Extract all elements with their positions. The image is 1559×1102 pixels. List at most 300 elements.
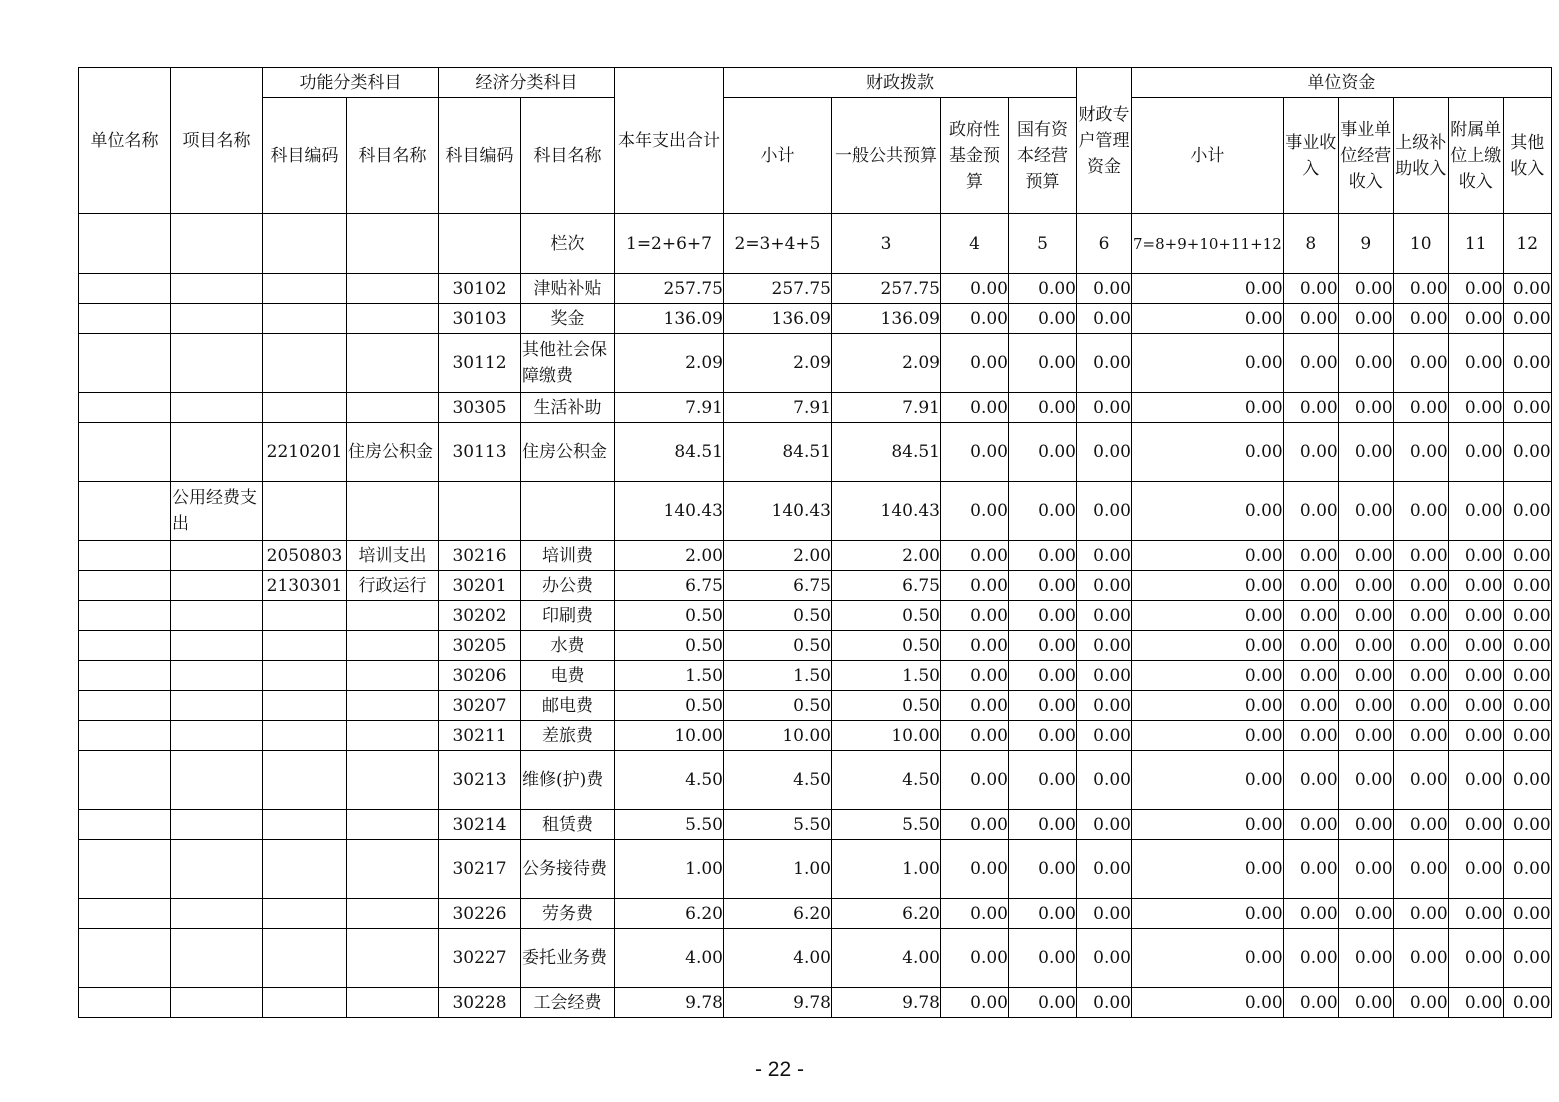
amount-cell-col-12: 0.00 bbox=[1503, 334, 1551, 393]
amount-cell-col-3: 7.91 bbox=[832, 393, 941, 423]
amount-cell-col-8: 0.00 bbox=[1283, 691, 1338, 721]
amount-cell-col-3: 6.20 bbox=[832, 899, 941, 929]
project-name-cell bbox=[171, 899, 263, 929]
amount-cell-col-2: 2.09 bbox=[724, 334, 832, 393]
project-name-cell bbox=[171, 304, 263, 334]
amount-cell-col-6: 0.00 bbox=[1077, 571, 1132, 601]
function-code-cell bbox=[263, 601, 347, 631]
project-name-cell bbox=[171, 601, 263, 631]
function-name-cell bbox=[347, 482, 439, 541]
economic-name-cell: 培训费 bbox=[521, 541, 615, 571]
table-row bbox=[79, 691, 1552, 721]
amount-cell-col-5: 0.00 bbox=[1009, 423, 1077, 482]
economic-code-cell: 30102 bbox=[439, 274, 521, 304]
function-name-cell bbox=[347, 691, 439, 721]
amount-cell-col-11: 0.00 bbox=[1448, 274, 1503, 304]
amount-cell-col-7: 0.00 bbox=[1132, 631, 1284, 661]
function-code-cell bbox=[263, 899, 347, 929]
economic-name-cell: 生活补助 bbox=[521, 393, 615, 423]
amount-cell-col-10: 0.00 bbox=[1393, 691, 1448, 721]
amount-cell-col-1: 9.78 bbox=[615, 988, 724, 1018]
unit-name-cell bbox=[79, 482, 171, 541]
amount-cell-col-11: 0.00 bbox=[1448, 691, 1503, 721]
amount-cell-col-11: 0.00 bbox=[1448, 661, 1503, 691]
index-col-3: 3 bbox=[832, 214, 941, 274]
function-code-cell bbox=[263, 274, 347, 304]
amount-cell-col-11: 0.00 bbox=[1448, 988, 1503, 1018]
economic-name-cell: 差旅费 bbox=[521, 721, 615, 751]
amount-cell-col-1: 6.20 bbox=[615, 899, 724, 929]
amount-cell-col-8: 0.00 bbox=[1283, 661, 1338, 691]
header-special-fund: 财政专户管理资金 bbox=[1077, 68, 1132, 214]
amount-cell-col-3: 6.75 bbox=[832, 571, 941, 601]
project-name-cell bbox=[171, 810, 263, 840]
amount-cell-col-10: 0.00 bbox=[1393, 274, 1448, 304]
amount-cell-col-9: 0.00 bbox=[1338, 661, 1393, 691]
economic-name-cell: 津贴补贴 bbox=[521, 274, 615, 304]
amount-cell-col-12: 0.00 bbox=[1503, 751, 1551, 810]
economic-name-cell: 邮电费 bbox=[521, 691, 615, 721]
index-col-1: 1=2+6+7 bbox=[615, 214, 724, 274]
amount-cell-col-2: 9.78 bbox=[724, 988, 832, 1018]
amount-cell-col-1: 0.50 bbox=[615, 601, 724, 631]
amount-cell-col-5: 0.00 bbox=[1009, 691, 1077, 721]
unit-name-cell bbox=[79, 899, 171, 929]
unit-name-cell bbox=[79, 810, 171, 840]
amount-cell-col-4: 0.00 bbox=[941, 929, 1009, 988]
unit-name-cell bbox=[79, 631, 171, 661]
amount-cell-col-6: 0.00 bbox=[1077, 423, 1132, 482]
amount-cell-col-7: 0.00 bbox=[1132, 721, 1284, 751]
amount-cell-col-6: 0.00 bbox=[1077, 899, 1132, 929]
unit-name-cell bbox=[79, 929, 171, 988]
table-row bbox=[79, 661, 1552, 691]
amount-cell-col-3: 140.43 bbox=[832, 482, 941, 541]
amount-cell-col-2: 136.09 bbox=[724, 304, 832, 334]
table-row bbox=[79, 631, 1552, 661]
index-blank bbox=[79, 214, 171, 274]
amount-cell-col-8: 0.00 bbox=[1283, 274, 1338, 304]
header-econ-code: 科目编码 bbox=[439, 98, 521, 214]
amount-cell-col-1: 84.51 bbox=[615, 423, 724, 482]
amount-cell-col-11: 0.00 bbox=[1448, 601, 1503, 631]
header-business-income: 事业收入 bbox=[1283, 98, 1338, 214]
unit-name-cell bbox=[79, 988, 171, 1018]
amount-cell-col-10: 0.00 bbox=[1393, 482, 1448, 541]
economic-code-cell: 30214 bbox=[439, 810, 521, 840]
header-function-group: 功能分类科目 bbox=[263, 68, 439, 98]
amount-cell-col-9: 0.00 bbox=[1338, 929, 1393, 988]
index-blank bbox=[439, 214, 521, 274]
amount-cell-col-10: 0.00 bbox=[1393, 334, 1448, 393]
table-row bbox=[79, 840, 1552, 899]
economic-code-cell: 30213 bbox=[439, 751, 521, 810]
amount-cell-col-6: 0.00 bbox=[1077, 840, 1132, 899]
amount-cell-col-1: 10.00 bbox=[615, 721, 724, 751]
amount-cell-col-9: 0.00 bbox=[1338, 304, 1393, 334]
unit-name-cell bbox=[79, 274, 171, 304]
amount-cell-col-1: 5.50 bbox=[615, 810, 724, 840]
amount-cell-col-2: 7.91 bbox=[724, 393, 832, 423]
amount-cell-col-12: 0.00 bbox=[1503, 661, 1551, 691]
function-name-cell bbox=[347, 929, 439, 988]
amount-cell-col-8: 0.00 bbox=[1283, 541, 1338, 571]
amount-cell-col-11: 0.00 bbox=[1448, 631, 1503, 661]
amount-cell-col-7: 0.00 bbox=[1132, 751, 1284, 810]
amount-cell-col-4: 0.00 bbox=[941, 631, 1009, 661]
amount-cell-col-10: 0.00 bbox=[1393, 423, 1448, 482]
table-row bbox=[79, 988, 1552, 1018]
amount-cell-col-12: 0.00 bbox=[1503, 601, 1551, 631]
amount-cell-col-6: 0.00 bbox=[1077, 601, 1132, 631]
amount-cell-col-11: 0.00 bbox=[1448, 334, 1503, 393]
header-superior-subsidy: 上级补助收入 bbox=[1393, 98, 1448, 214]
amount-cell-col-4: 0.00 bbox=[941, 899, 1009, 929]
function-name-cell bbox=[347, 721, 439, 751]
amount-cell-col-10: 0.00 bbox=[1393, 899, 1448, 929]
amount-cell-col-4: 0.00 bbox=[941, 661, 1009, 691]
function-code-cell bbox=[263, 751, 347, 810]
amount-cell-col-11: 0.00 bbox=[1448, 541, 1503, 571]
amount-cell-col-8: 0.00 bbox=[1283, 751, 1338, 810]
amount-cell-col-9: 0.00 bbox=[1338, 393, 1393, 423]
amount-cell-col-5: 0.00 bbox=[1009, 751, 1077, 810]
amount-cell-col-5: 0.00 bbox=[1009, 988, 1077, 1018]
amount-cell-col-10: 0.00 bbox=[1393, 571, 1448, 601]
amount-cell-col-6: 0.00 bbox=[1077, 482, 1132, 541]
table-row bbox=[79, 601, 1552, 631]
amount-cell-col-11: 0.00 bbox=[1448, 721, 1503, 751]
unit-name-cell bbox=[79, 541, 171, 571]
amount-cell-col-4: 0.00 bbox=[941, 423, 1009, 482]
index-blank bbox=[347, 214, 439, 274]
index-blank bbox=[171, 214, 263, 274]
amount-cell-col-5: 0.00 bbox=[1009, 393, 1077, 423]
amount-cell-col-7: 0.00 bbox=[1132, 840, 1284, 899]
project-name-cell bbox=[171, 661, 263, 691]
function-name-cell bbox=[347, 661, 439, 691]
amount-cell-col-6: 0.00 bbox=[1077, 751, 1132, 810]
amount-cell-col-4: 0.00 bbox=[941, 988, 1009, 1018]
amount-cell-col-7: 0.00 bbox=[1132, 304, 1284, 334]
amount-cell-col-4: 0.00 bbox=[941, 393, 1009, 423]
amount-cell-col-10: 0.00 bbox=[1393, 304, 1448, 334]
amount-cell-col-4: 0.00 bbox=[941, 571, 1009, 601]
unit-name-cell bbox=[79, 334, 171, 393]
function-code-cell bbox=[263, 988, 347, 1018]
function-code-cell bbox=[263, 661, 347, 691]
unit-name-cell bbox=[79, 304, 171, 334]
amount-cell-col-2: 2.00 bbox=[724, 541, 832, 571]
amount-cell-col-8: 0.00 bbox=[1283, 571, 1338, 601]
unit-name-cell bbox=[79, 571, 171, 601]
economic-code-cell: 30207 bbox=[439, 691, 521, 721]
economic-name-cell: 工会经费 bbox=[521, 988, 615, 1018]
economic-name-cell: 印刷费 bbox=[521, 601, 615, 631]
amount-cell-col-1: 0.50 bbox=[615, 691, 724, 721]
amount-cell-col-7: 0.00 bbox=[1132, 601, 1284, 631]
amount-cell-col-3: 257.75 bbox=[832, 274, 941, 304]
unit-name-cell bbox=[79, 751, 171, 810]
amount-cell-col-3: 4.50 bbox=[832, 751, 941, 810]
table-row bbox=[79, 571, 1552, 601]
amount-cell-col-10: 0.00 bbox=[1393, 751, 1448, 810]
economic-code-cell bbox=[439, 482, 521, 541]
amount-cell-col-7: 0.00 bbox=[1132, 691, 1284, 721]
amount-cell-col-5: 0.00 bbox=[1009, 482, 1077, 541]
unit-name-cell bbox=[79, 661, 171, 691]
function-name-cell bbox=[347, 810, 439, 840]
economic-name-cell: 住房公积金 bbox=[521, 423, 615, 482]
table-row bbox=[79, 751, 1552, 810]
amount-cell-col-10: 0.00 bbox=[1393, 601, 1448, 631]
amount-cell-col-1: 136.09 bbox=[615, 304, 724, 334]
amount-cell-col-7: 0.00 bbox=[1132, 334, 1284, 393]
amount-cell-col-3: 1.50 bbox=[832, 661, 941, 691]
amount-cell-col-10: 0.00 bbox=[1393, 840, 1448, 899]
economic-code-cell: 30226 bbox=[439, 899, 521, 929]
amount-cell-col-7: 0.00 bbox=[1132, 482, 1284, 541]
function-code-cell bbox=[263, 929, 347, 988]
economic-name-cell: 其他社会保障缴费 bbox=[521, 334, 615, 393]
amount-cell-col-6: 0.00 bbox=[1077, 274, 1132, 304]
amount-cell-col-1: 4.50 bbox=[615, 751, 724, 810]
economic-name-cell: 租赁费 bbox=[521, 810, 615, 840]
amount-cell-col-10: 0.00 bbox=[1393, 393, 1448, 423]
amount-cell-col-1: 0.50 bbox=[615, 631, 724, 661]
amount-cell-col-7: 0.00 bbox=[1132, 571, 1284, 601]
amount-cell-col-7: 0.00 bbox=[1132, 423, 1284, 482]
table-row bbox=[79, 423, 1552, 482]
economic-name-cell: 公务接待费 bbox=[521, 840, 615, 899]
amount-cell-col-5: 0.00 bbox=[1009, 899, 1077, 929]
amount-cell-col-9: 0.00 bbox=[1338, 601, 1393, 631]
header-func-code: 科目编码 bbox=[263, 98, 347, 214]
amount-cell-col-5: 0.00 bbox=[1009, 304, 1077, 334]
amount-cell-col-7: 0.00 bbox=[1132, 661, 1284, 691]
amount-cell-col-2: 5.50 bbox=[724, 810, 832, 840]
project-name-cell bbox=[171, 721, 263, 751]
amount-cell-col-3: 0.50 bbox=[832, 601, 941, 631]
amount-cell-col-8: 0.00 bbox=[1283, 601, 1338, 631]
amount-cell-col-9: 0.00 bbox=[1338, 541, 1393, 571]
amount-cell-col-5: 0.00 bbox=[1009, 929, 1077, 988]
economic-name-cell: 奖金 bbox=[521, 304, 615, 334]
index-col-4: 4 bbox=[941, 214, 1009, 274]
amount-cell-col-4: 0.00 bbox=[941, 721, 1009, 751]
table-body bbox=[79, 274, 1552, 1018]
unit-name-cell bbox=[79, 691, 171, 721]
function-name-cell bbox=[347, 631, 439, 661]
amount-cell-col-8: 0.00 bbox=[1283, 423, 1338, 482]
amount-cell-col-3: 0.50 bbox=[832, 631, 941, 661]
table-row bbox=[79, 304, 1552, 334]
amount-cell-col-6: 0.00 bbox=[1077, 661, 1132, 691]
amount-cell-col-11: 0.00 bbox=[1448, 929, 1503, 988]
amount-cell-col-1: 1.00 bbox=[615, 840, 724, 899]
unit-name-cell bbox=[79, 721, 171, 751]
amount-cell-col-11: 0.00 bbox=[1448, 482, 1503, 541]
economic-code-cell: 30206 bbox=[439, 661, 521, 691]
amount-cell-col-10: 0.00 bbox=[1393, 661, 1448, 691]
amount-cell-col-4: 0.00 bbox=[941, 691, 1009, 721]
amount-cell-col-6: 0.00 bbox=[1077, 631, 1132, 661]
amount-cell-col-5: 0.00 bbox=[1009, 810, 1077, 840]
amount-cell-col-4: 0.00 bbox=[941, 601, 1009, 631]
amount-cell-col-8: 0.00 bbox=[1283, 929, 1338, 988]
economic-name-cell: 电费 bbox=[521, 661, 615, 691]
amount-cell-col-6: 0.00 bbox=[1077, 929, 1132, 988]
economic-name-cell: 水费 bbox=[521, 631, 615, 661]
economic-code-cell: 30227 bbox=[439, 929, 521, 988]
amount-cell-col-8: 0.00 bbox=[1283, 899, 1338, 929]
economic-code-cell: 30305 bbox=[439, 393, 521, 423]
amount-cell-col-6: 0.00 bbox=[1077, 541, 1132, 571]
table-row bbox=[79, 274, 1552, 304]
page-number: - 22 - bbox=[754, 1058, 804, 1081]
amount-cell-col-9: 0.00 bbox=[1338, 691, 1393, 721]
economic-name-cell: 劳务费 bbox=[521, 899, 615, 929]
amount-cell-col-9: 0.00 bbox=[1338, 482, 1393, 541]
amount-cell-col-7: 0.00 bbox=[1132, 988, 1284, 1018]
header-other-income: 其他收入 bbox=[1503, 98, 1551, 214]
project-name-cell bbox=[171, 423, 263, 482]
amount-cell-col-1: 4.00 bbox=[615, 929, 724, 988]
index-col-8: 8 bbox=[1283, 214, 1338, 274]
function-name-cell bbox=[347, 988, 439, 1018]
project-name-cell bbox=[171, 840, 263, 899]
amount-cell-col-6: 0.00 bbox=[1077, 721, 1132, 751]
table-row bbox=[79, 899, 1552, 929]
table-row bbox=[79, 810, 1552, 840]
economic-name-cell bbox=[521, 482, 615, 541]
amount-cell-col-11: 0.00 bbox=[1448, 423, 1503, 482]
function-name-cell bbox=[347, 601, 439, 631]
index-label: 栏次 bbox=[521, 214, 615, 274]
amount-cell-col-3: 5.50 bbox=[832, 810, 941, 840]
budget-table bbox=[78, 67, 1552, 1018]
amount-cell-col-7: 0.00 bbox=[1132, 899, 1284, 929]
economic-code-cell: 30202 bbox=[439, 601, 521, 631]
index-col-10: 10 bbox=[1393, 214, 1448, 274]
amount-cell-col-6: 0.00 bbox=[1077, 334, 1132, 393]
amount-cell-col-10: 0.00 bbox=[1393, 929, 1448, 988]
header-general-budget: 一般公共预算 bbox=[832, 98, 941, 214]
amount-cell-col-9: 0.00 bbox=[1338, 810, 1393, 840]
amount-cell-col-4: 0.00 bbox=[941, 840, 1009, 899]
function-name-cell: 行政运行 bbox=[347, 571, 439, 601]
function-name-cell bbox=[347, 304, 439, 334]
amount-cell-col-12: 0.00 bbox=[1503, 840, 1551, 899]
function-name-cell bbox=[347, 393, 439, 423]
amount-cell-col-10: 0.00 bbox=[1393, 541, 1448, 571]
index-col-6: 6 bbox=[1077, 214, 1132, 274]
header-unit-fund-group: 单位资金 bbox=[1132, 68, 1552, 98]
economic-name-cell: 维修(护)费 bbox=[521, 751, 615, 810]
amount-cell-col-12: 0.00 bbox=[1503, 899, 1551, 929]
function-code-cell bbox=[263, 691, 347, 721]
economic-name-cell: 办公费 bbox=[521, 571, 615, 601]
amount-cell-col-12: 0.00 bbox=[1503, 721, 1551, 751]
amount-cell-col-1: 257.75 bbox=[615, 274, 724, 304]
economic-code-cell: 30217 bbox=[439, 840, 521, 899]
amount-cell-col-8: 0.00 bbox=[1283, 393, 1338, 423]
amount-cell-col-2: 4.00 bbox=[724, 929, 832, 988]
economic-code-cell: 30205 bbox=[439, 631, 521, 661]
amount-cell-col-2: 0.50 bbox=[724, 691, 832, 721]
amount-cell-col-11: 0.00 bbox=[1448, 393, 1503, 423]
amount-cell-col-2: 140.43 bbox=[724, 482, 832, 541]
amount-cell-col-11: 0.00 bbox=[1448, 899, 1503, 929]
amount-cell-col-3: 0.50 bbox=[832, 691, 941, 721]
amount-cell-col-11: 0.00 bbox=[1448, 840, 1503, 899]
amount-cell-col-4: 0.00 bbox=[941, 304, 1009, 334]
table-row bbox=[79, 334, 1552, 393]
function-code-cell bbox=[263, 810, 347, 840]
economic-name-cell: 委托业务费 bbox=[521, 929, 615, 988]
amount-cell-col-8: 0.00 bbox=[1283, 721, 1338, 751]
amount-cell-col-3: 4.00 bbox=[832, 929, 941, 988]
function-name-cell bbox=[347, 899, 439, 929]
function-code-cell: 2210201 bbox=[263, 423, 347, 482]
index-blank bbox=[263, 214, 347, 274]
header-fiscal-subtotal: 小计 bbox=[724, 98, 832, 214]
amount-cell-col-12: 0.00 bbox=[1503, 929, 1551, 988]
project-name-cell bbox=[171, 631, 263, 661]
function-name-cell bbox=[347, 840, 439, 899]
amount-cell-col-9: 0.00 bbox=[1338, 840, 1393, 899]
amount-cell-col-7: 0.00 bbox=[1132, 393, 1284, 423]
project-name-cell bbox=[171, 988, 263, 1018]
amount-cell-col-11: 0.00 bbox=[1448, 304, 1503, 334]
amount-cell-col-4: 0.00 bbox=[941, 541, 1009, 571]
project-name-cell bbox=[171, 929, 263, 988]
table-row bbox=[79, 482, 1552, 541]
index-col-11: 11 bbox=[1448, 214, 1503, 274]
project-name-cell bbox=[171, 541, 263, 571]
amount-cell-col-11: 0.00 bbox=[1448, 751, 1503, 810]
table-row bbox=[79, 721, 1552, 751]
amount-cell-col-10: 0.00 bbox=[1393, 810, 1448, 840]
amount-cell-col-6: 0.00 bbox=[1077, 304, 1132, 334]
header-economic-group: 经济分类科目 bbox=[439, 68, 615, 98]
header-affiliated-income: 附属单位上缴收入 bbox=[1448, 98, 1503, 214]
economic-code-cell: 30103 bbox=[439, 304, 521, 334]
index-col-7: 7=8+9+10+11+12 bbox=[1132, 214, 1284, 274]
amount-cell-col-8: 0.00 bbox=[1283, 631, 1338, 661]
amount-cell-col-3: 1.00 bbox=[832, 840, 941, 899]
amount-cell-col-5: 0.00 bbox=[1009, 571, 1077, 601]
project-name-cell bbox=[171, 393, 263, 423]
amount-cell-col-2: 6.75 bbox=[724, 571, 832, 601]
amount-cell-col-2: 84.51 bbox=[724, 423, 832, 482]
amount-cell-col-7: 0.00 bbox=[1132, 810, 1284, 840]
amount-cell-col-12: 0.00 bbox=[1503, 571, 1551, 601]
header-row-2 bbox=[79, 98, 1552, 214]
header-unit-name: 单位名称 bbox=[79, 68, 171, 214]
function-code-cell bbox=[263, 393, 347, 423]
amount-cell-col-2: 1.50 bbox=[724, 661, 832, 691]
amount-cell-col-10: 0.00 bbox=[1393, 631, 1448, 661]
amount-cell-col-9: 0.00 bbox=[1338, 988, 1393, 1018]
header-func-name: 科目名称 bbox=[347, 98, 439, 214]
amount-cell-col-8: 0.00 bbox=[1283, 334, 1338, 393]
header-project-name: 项目名称 bbox=[171, 68, 263, 214]
economic-code-cell: 30113 bbox=[439, 423, 521, 482]
amount-cell-col-5: 0.00 bbox=[1009, 274, 1077, 304]
economic-code-cell: 30211 bbox=[439, 721, 521, 751]
amount-cell-col-3: 84.51 bbox=[832, 423, 941, 482]
